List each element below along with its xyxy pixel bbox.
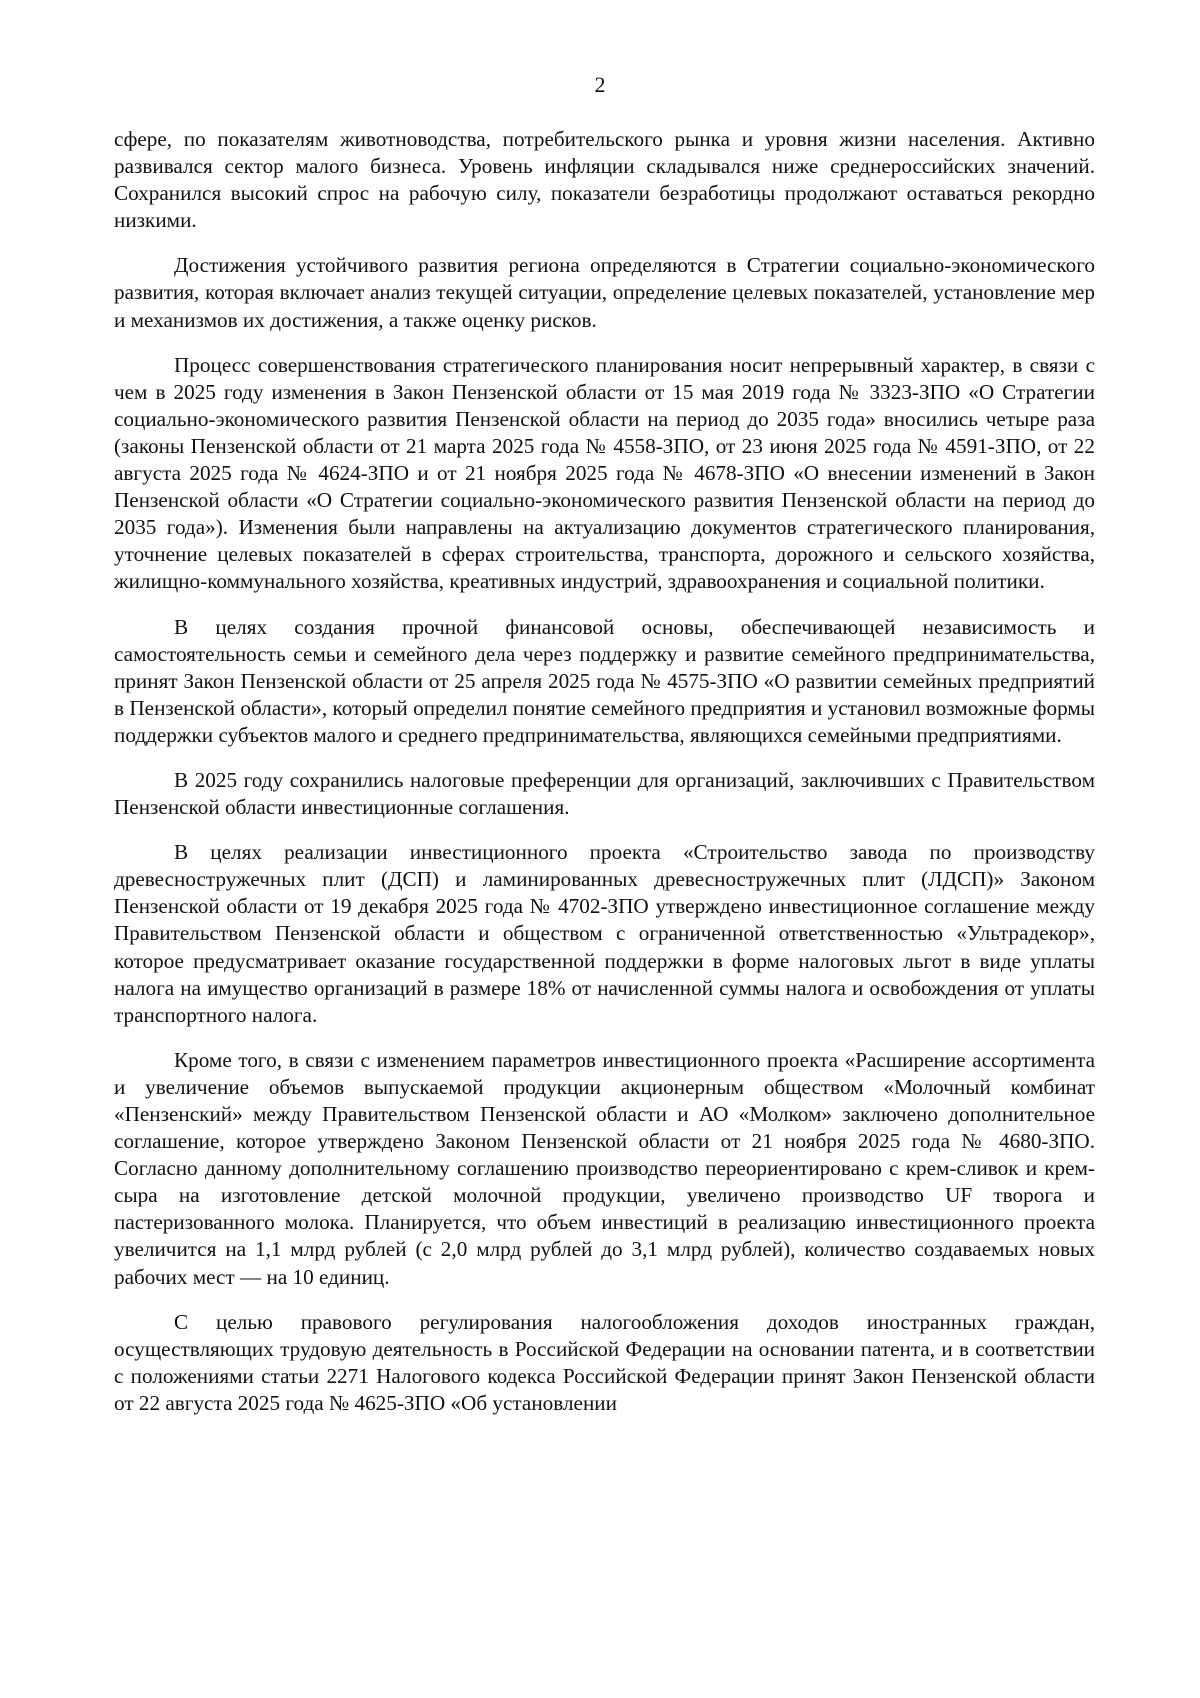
paragraph-tax-preferences: В 2025 году сохранились налоговые преференции для организаций, заключивших с Правительством Пензенской области инвестиционные соглашения. [114,767,1095,820]
page-number: 2 [594,72,606,97]
paragraph-continuation: сфере, по показателям животноводства, потребительского рынка и уровня жизни населения. Активно развивался сектор малого бизнеса. Уровень инфляции складывался ниже среднероссийских значений. Сохранился высокий спрос на рабочую силу, показатели безработицы продолжают оставаться рекордно низкими. [114,127,1095,233]
paragraph-strategic-planning: Процесс совершенствования стратегического планирования носит непрерывный характер, в связи с чем в 2025 году изменения в Закон Пензенской области от 15 мая 2019 года № 3323-ЗПО «О Стратегии социально-экономического развития Пензенской области на период до 2035 года» вносились четыре раза (законы Пензенской области от 21 марта 2025 года № 4558-ЗПО, от 23 июня 2025 года № 4591-ЗПО, от 22 августа 2025 года № 4624-ЗПО и от 21 ноября 2025 года № 4678-ЗПО «О внесении изменений в Закон Пензенской области «О Стратегии социально-экономического развития Пензенской области на период до 2035 года»). Изменения были направлены на актуализацию документов стратегического планирования, уточнение целевых показателей в сферах строительства, транспорта, дорожного и сельского хозяйства, жилищно-коммунального хозяйства, креативных индустрий, здравоохранения и социальной политики. [114,352,1095,594]
paragraph-family-enterprises: В целях создания прочной финансовой основы, обеспечивающей независимость и самостоятельность семьи и семейного дела через поддержку и развитие семейного предпринимательства, принят Закон Пензенской области от 25 апреля 2025 года № 4575-ЗПО «О развитии семейных предприятий в Пензенской области», который определил понятие семейного предприятия и установил возможные формы поддержки субъектов малого и среднего предпринимательства, являющихся семейными предприятиями. [114,614,1095,747]
paragraph-strategy-achievements: Достижения устойчивого развития региона определяются в Стратегии социально-экономического развития, которая включает анализ текущей ситуации, определение целевых показателей, установление мер и механизмов их достижения, а также оценку рисков. [114,253,1095,332]
paragraph-patent-taxation: С целью правового регулирования налогообложения доходов иностранных граждан, осуществляющих трудовую деятельность в Российской Федерации на основании патента, и в соответствии с положениями статьи 2271 Налогового кодекса Российской Федерации принят Закон Пензенской области от 22 августа 2025 года № 4625-ЗПО «Об установлении [114,1309,1095,1415]
paragraph-ultradekor-project: В целях реализации инвестиционного проекта «Строительство завода по производству древесностружечных плит (ДСП) и ламинированных древесностружечных плит (ЛДСП)» Законом Пензенской области от 19 декабря 2025 года № 4702-ЗПО утверждено инвестиционное соглашение между Правительством Пензенской области и обществом с ограниченной ответственностью «Ультрадекор», которое предусматривает оказание государственной поддержки в форме налоговых льгот в виде уплаты налога на имущество организаций в размере 18% от начисленной суммы налога и освобождения от уплаты транспортного налога. [114,840,1095,1027]
document-body [114,126,1095,1435]
paragraph-molkom-agreement: Кроме того, в связи с изменением параметров инвестиционного проекта «Расширение ассортимента и увеличение объемов выпускаемой продукции акционерным обществом «Молочный комбинат «Пензенский» между Правительством Пензенской области и АО «Молком» заключено дополнительное соглашение, которое утверждено Законом Пензенской области от 21 ноября 2025 года № 4680-ЗПО. Согласно данному дополнительному соглашению производство переориентировано с крем-сливок и крем-сыра на изготовление детской молочной продукции, увеличено производство UF творога и пастеризованного молока. Планируется, что объем инвестиций в реализацию инвестиционного проекта увеличится на 1,1 млрд рублей (с 2,0 млрд рублей до 3,1 млрд рублей), количество создаваемых новых рабочих мест — на 10 единиц. [114,1047,1095,1289]
